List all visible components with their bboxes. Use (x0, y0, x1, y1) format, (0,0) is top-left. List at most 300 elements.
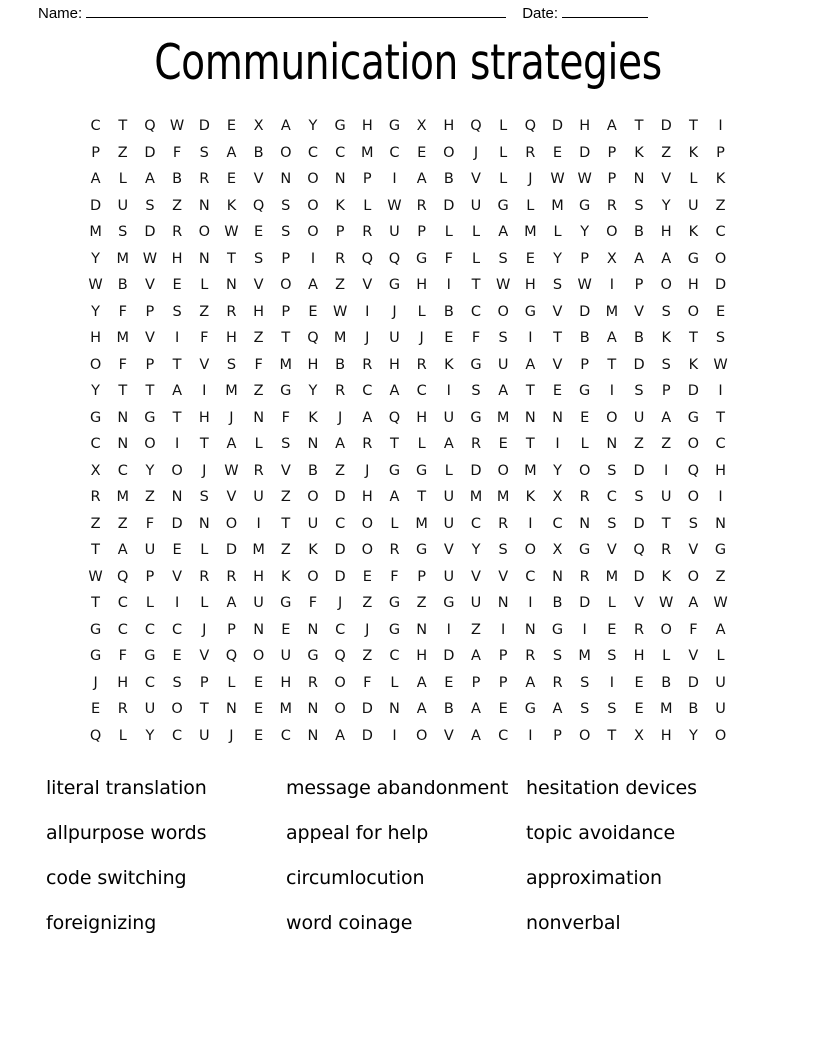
grid-cell[interactable]: P (145, 568, 155, 585)
grid-cell[interactable]: O (415, 727, 428, 744)
grid-cell[interactable]: A (498, 383, 509, 399)
grid-cell[interactable]: R (661, 542, 672, 558)
grid-cell[interactable]: P (145, 356, 155, 373)
grid-cell[interactable]: Q (252, 197, 265, 214)
grid-cell[interactable]: U (280, 648, 292, 664)
grid-cell[interactable]: X (606, 250, 617, 267)
grid-cell[interactable]: N (552, 409, 563, 426)
grid-cell[interactable]: O (687, 489, 700, 505)
grid-cell[interactable]: O (307, 489, 319, 505)
grid-cell[interactable]: E (634, 674, 644, 691)
grid-cell[interactable]: D (443, 648, 455, 664)
grid-cell[interactable]: H (307, 356, 319, 373)
grid-cell[interactable]: W (224, 462, 239, 479)
grid-cell[interactable]: C (172, 727, 183, 744)
grid-cell[interactable]: C (389, 144, 400, 161)
grid-cell[interactable]: P (607, 171, 617, 187)
grid-cell[interactable]: G (416, 542, 428, 558)
grid-cell[interactable]: C (90, 436, 101, 452)
grid-cell[interactable]: T (417, 489, 427, 505)
grid-cell[interactable]: E (444, 674, 454, 691)
grid-cell[interactable]: R (253, 462, 264, 479)
grid-cell[interactable]: L (444, 462, 453, 479)
grid-cell[interactable]: G (579, 542, 591, 558)
grid-cell[interactable]: O (144, 436, 156, 452)
grid-cell[interactable]: F (471, 330, 481, 346)
grid-cell[interactable]: I (365, 303, 370, 320)
grid-cell[interactable]: G (388, 118, 401, 134)
grid-cell[interactable]: M (116, 330, 130, 346)
grid-cell[interactable]: Y (553, 462, 562, 479)
grid-cell[interactable]: I (446, 621, 451, 638)
grid-cell[interactable]: S (226, 356, 237, 373)
grid-cell[interactable]: N (307, 621, 319, 638)
grid-cell[interactable]: S (281, 197, 291, 214)
grid-cell[interactable]: N (253, 621, 265, 638)
grid-cell[interactable]: C (117, 462, 128, 479)
grid-cell[interactable]: C (307, 144, 319, 161)
grid-cell[interactable]: E (498, 436, 508, 452)
grid-cell[interactable]: E (172, 277, 182, 293)
grid-cell[interactable]: D (579, 595, 591, 611)
grid-cell[interactable]: T (118, 383, 128, 399)
grid-cell[interactable]: Z (661, 436, 672, 452)
grid-cell[interactable]: V (362, 277, 373, 293)
grid-cell[interactable]: U (307, 515, 319, 532)
grid-cell[interactable]: M (659, 701, 673, 717)
grid-cell[interactable]: G (89, 648, 102, 664)
grid-cell[interactable]: Q (117, 568, 129, 585)
grid-cell[interactable]: L (200, 277, 209, 293)
grid-cell[interactable]: S (715, 330, 726, 346)
grid-cell[interactable]: O (687, 568, 700, 585)
grid-cell[interactable]: E (634, 701, 644, 717)
grid-cell[interactable]: W (495, 277, 511, 293)
grid-cell[interactable]: M (524, 462, 537, 479)
grid-cell[interactable]: T (716, 409, 725, 426)
grid-cell[interactable]: I (174, 330, 180, 346)
word-list-item[interactable]: code switching (46, 867, 187, 889)
grid-cell[interactable]: E (417, 144, 427, 161)
grid-cell[interactable]: S (607, 701, 617, 717)
grid-cell[interactable]: Q (361, 250, 374, 267)
grid-cell[interactable]: O (497, 462, 509, 479)
word-list-item[interactable]: allpurpose words (46, 822, 207, 844)
grid-cell[interactable]: M (605, 568, 619, 585)
grid-cell[interactable]: E (281, 621, 291, 638)
grid-cell[interactable]: Y (91, 383, 101, 399)
grid-cell[interactable]: F (390, 568, 399, 585)
grid-cell[interactable]: N (198, 250, 210, 267)
grid-cell[interactable]: V (280, 462, 291, 479)
grid-cell[interactable]: A (362, 409, 373, 426)
grid-cell[interactable]: A (335, 436, 346, 452)
grid-cell[interactable]: V (688, 648, 699, 664)
grid-cell[interactable]: Z (253, 330, 264, 346)
grid-cell[interactable]: A (308, 277, 318, 293)
grid-cell[interactable]: H (416, 277, 428, 293)
grid-cell[interactable]: V (172, 568, 183, 585)
grid-cell[interactable]: G (89, 621, 102, 638)
grid-cell[interactable]: C (606, 489, 617, 505)
grid-cell[interactable]: G (144, 648, 156, 664)
grid-cell[interactable]: I (528, 515, 533, 532)
grid-cell[interactable]: C (144, 621, 155, 638)
grid-cell[interactable]: D (90, 197, 102, 214)
grid-cell[interactable]: Y (688, 727, 698, 744)
grid-cell[interactable]: G (416, 462, 428, 479)
grid-cell[interactable]: I (202, 383, 207, 399)
grid-cell[interactable]: B (634, 224, 644, 240)
grid-cell[interactable]: R (307, 674, 318, 691)
grid-cell[interactable]: R (498, 515, 509, 532)
grid-cell[interactable]: O (307, 171, 319, 187)
grid-cell[interactable]: O (280, 277, 292, 293)
grid-cell[interactable]: T (634, 118, 644, 134)
grid-cell[interactable]: N (253, 409, 265, 426)
grid-cell[interactable]: R (335, 383, 346, 399)
grid-cell[interactable]: Z (362, 595, 373, 611)
grid-cell[interactable]: G (280, 383, 292, 399)
grid-cell[interactable]: L (689, 171, 698, 187)
grid-cell[interactable]: C (525, 568, 536, 585)
word-list-item[interactable]: literal translation (46, 777, 207, 799)
grid-cell[interactable]: T (281, 515, 291, 532)
grid-cell[interactable]: B (117, 277, 128, 293)
grid-cell[interactable]: S (634, 197, 644, 214)
grid-cell[interactable]: O (687, 303, 700, 320)
grid-cell[interactable]: K (661, 330, 671, 346)
grid-cell[interactable]: I (256, 515, 261, 532)
grid-cell[interactable]: U (715, 674, 726, 691)
grid-cell[interactable]: T (118, 118, 128, 134)
grid-cell[interactable]: L (607, 595, 616, 611)
grid-cell[interactable]: R (633, 621, 645, 638)
grid-cell[interactable]: P (498, 648, 508, 664)
grid-cell[interactable]: W (88, 568, 103, 585)
grid-cell[interactable]: S (498, 250, 508, 267)
grid-cell[interactable]: L (662, 648, 671, 664)
grid-cell[interactable]: C (172, 621, 183, 638)
grid-cell[interactable]: T (199, 436, 209, 452)
grid-cell[interactable]: J (365, 330, 370, 346)
grid-cell[interactable]: F (200, 330, 209, 346)
grid-cell[interactable]: T (91, 542, 101, 558)
grid-cell[interactable]: Z (117, 515, 128, 532)
grid-cell[interactable]: A (416, 171, 427, 187)
grid-cell[interactable]: T (525, 436, 535, 452)
grid-cell[interactable]: I (582, 621, 587, 638)
grid-cell[interactable]: D (198, 118, 210, 134)
grid-cell[interactable]: N (171, 489, 183, 505)
grid-cell[interactable]: S (199, 489, 209, 505)
grid-cell[interactable]: L (499, 144, 508, 161)
grid-cell[interactable]: C (416, 383, 427, 399)
name-input-line[interactable] (86, 4, 506, 18)
grid-cell[interactable]: H (171, 250, 183, 267)
grid-cell[interactable]: Q (89, 727, 102, 744)
grid-cell[interactable]: Y (91, 250, 101, 267)
grid-cell[interactable]: Z (634, 436, 644, 452)
grid-cell[interactable]: K (715, 171, 726, 187)
grid-cell[interactable]: C (117, 595, 128, 611)
grid-cell[interactable]: S (254, 250, 264, 267)
grid-cell[interactable]: A (117, 542, 128, 558)
grid-cell[interactable]: P (580, 356, 590, 373)
grid-cell[interactable]: P (362, 171, 372, 187)
grid-cell[interactable]: O (171, 462, 183, 479)
grid-cell[interactable]: Z (715, 568, 726, 585)
grid-cell[interactable]: X (90, 462, 101, 479)
grid-cell[interactable]: R (90, 489, 101, 505)
grid-cell[interactable]: L (716, 648, 725, 664)
grid-cell[interactable]: O (578, 462, 591, 479)
grid-cell[interactable]: E (362, 568, 372, 585)
grid-cell[interactable]: T (525, 383, 535, 399)
grid-cell[interactable]: D (443, 197, 455, 214)
grid-cell[interactable]: N (416, 621, 428, 638)
grid-cell[interactable]: J (202, 621, 207, 638)
grid-cell[interactable]: A (389, 383, 400, 399)
grid-cell[interactable]: I (528, 727, 533, 744)
grid-cell[interactable]: N (307, 701, 319, 717)
grid-cell[interactable]: W (142, 250, 158, 267)
grid-cell[interactable]: E (254, 701, 264, 717)
grid-cell[interactable]: O (497, 303, 509, 320)
grid-cell[interactable]: S (607, 648, 617, 664)
grid-cell[interactable]: U (470, 197, 482, 214)
grid-cell[interactable]: H (660, 224, 672, 240)
grid-cell[interactable]: R (552, 674, 563, 691)
grid-cell[interactable]: O (307, 568, 319, 585)
grid-cell[interactable]: A (443, 436, 454, 452)
grid-cell[interactable]: D (633, 356, 645, 373)
grid-cell[interactable]: F (363, 674, 372, 691)
grid-cell[interactable]: H (416, 409, 428, 426)
grid-cell[interactable]: P (227, 621, 236, 638)
grid-cell[interactable]: M (279, 701, 293, 717)
grid-cell[interactable]: H (443, 118, 455, 134)
grid-cell[interactable]: I (555, 436, 560, 452)
grid-cell[interactable]: G (388, 595, 401, 611)
grid-cell[interactable]: O (524, 542, 537, 558)
grid-cell[interactable]: C (144, 674, 155, 691)
grid-cell[interactable]: U (253, 595, 264, 611)
grid-cell[interactable]: C (389, 648, 400, 664)
grid-cell[interactable]: X (253, 118, 264, 134)
grid-cell[interactable]: H (389, 356, 400, 373)
grid-cell[interactable]: G (89, 409, 102, 426)
grid-cell[interactable]: K (281, 568, 291, 585)
grid-cell[interactable]: O (660, 277, 672, 293)
grid-cell[interactable]: N (280, 171, 292, 187)
grid-cell[interactable]: I (501, 621, 506, 638)
grid-cell[interactable]: F (308, 595, 318, 611)
grid-cell[interactable]: N (579, 515, 591, 532)
grid-cell[interactable]: W (387, 197, 402, 214)
grid-cell[interactable]: P (580, 250, 590, 267)
grid-cell[interactable]: K (335, 197, 345, 214)
grid-cell[interactable]: O (307, 197, 319, 214)
grid-cell[interactable]: V (471, 171, 481, 187)
grid-cell[interactable]: H (715, 462, 726, 479)
grid-cell[interactable]: J (365, 621, 370, 638)
grid-cell[interactable]: I (609, 277, 614, 293)
grid-cell[interactable]: T (390, 436, 399, 452)
grid-cell[interactable]: L (526, 197, 535, 214)
grid-cell[interactable]: C (498, 727, 509, 744)
grid-cell[interactable]: O (307, 224, 319, 240)
grid-cell[interactable]: N (715, 515, 726, 532)
grid-cell[interactable]: T (145, 383, 155, 399)
grid-cell[interactable]: V (144, 330, 155, 346)
grid-cell[interactable]: N (117, 436, 129, 452)
grid-cell[interactable]: A (416, 674, 427, 691)
grid-cell[interactable]: P (417, 224, 427, 240)
grid-cell[interactable]: I (718, 489, 723, 505)
grid-cell[interactable]: R (362, 224, 373, 240)
grid-cell[interactable]: M (361, 144, 374, 161)
grid-cell[interactable]: C (470, 303, 482, 320)
word-list-item[interactable]: nonverbal (526, 912, 621, 934)
word-list-item[interactable]: circumlocution (286, 867, 425, 889)
grid-cell[interactable]: G (470, 409, 482, 426)
grid-cell[interactable]: K (688, 224, 699, 240)
grid-cell[interactable]: F (689, 621, 698, 638)
grid-cell[interactable]: L (499, 171, 508, 187)
grid-cell[interactable]: Z (335, 277, 346, 293)
grid-cell[interactable]: H (225, 330, 237, 346)
grid-cell[interactable]: S (172, 674, 182, 691)
grid-cell[interactable]: K (226, 197, 237, 214)
grid-cell[interactable]: H (280, 674, 292, 691)
grid-cell[interactable]: G (579, 197, 591, 214)
grid-cell[interactable]: O (606, 224, 618, 240)
grid-cell[interactable]: E (172, 648, 182, 664)
grid-cell[interactable]: N (117, 409, 129, 426)
grid-cell[interactable]: Y (145, 462, 155, 479)
grid-cell[interactable]: A (471, 701, 481, 717)
grid-cell[interactable]: S (552, 648, 563, 664)
grid-cell[interactable]: Z (172, 197, 183, 214)
grid-cell[interactable]: N (226, 277, 237, 293)
grid-cell[interactable]: W (88, 277, 103, 293)
grid-cell[interactable]: V (199, 648, 210, 664)
grid-cell[interactable]: Z (199, 303, 210, 320)
grid-cell[interactable]: D (334, 489, 346, 505)
grid-cell[interactable]: O (714, 727, 727, 744)
grid-cell[interactable]: I (718, 383, 723, 399)
grid-cell[interactable]: B (443, 701, 454, 717)
grid-cell[interactable]: V (498, 568, 509, 585)
grid-cell[interactable]: H (198, 409, 210, 426)
grid-cell[interactable]: Z (362, 648, 373, 664)
grid-cell[interactable]: N (307, 727, 319, 744)
grid-cell[interactable]: D (633, 462, 645, 479)
grid-cell[interactable]: S (552, 277, 563, 293)
grid-cell[interactable]: A (661, 250, 672, 267)
grid-cell[interactable]: B (579, 330, 590, 346)
grid-cell[interactable]: E (552, 144, 563, 161)
grid-cell[interactable]: S (688, 515, 698, 532)
grid-cell[interactable]: G (470, 356, 482, 373)
grid-cell[interactable]: L (580, 436, 589, 452)
grid-cell[interactable]: U (253, 489, 264, 505)
grid-cell[interactable]: A (634, 250, 644, 267)
grid-cell[interactable]: Q (225, 648, 238, 664)
grid-cell[interactable]: S (471, 383, 481, 399)
grid-cell[interactable]: M (578, 648, 591, 664)
grid-cell[interactable]: V (443, 727, 454, 744)
grid-cell[interactable]: U (117, 197, 129, 214)
grid-cell[interactable]: F (172, 144, 182, 161)
grid-cell[interactable]: P (417, 568, 427, 585)
grid-cell[interactable]: S (498, 542, 508, 558)
grid-cell[interactable]: P (634, 277, 644, 293)
grid-cell[interactable]: Y (553, 250, 562, 267)
grid-cell[interactable]: M (89, 224, 102, 240)
grid-cell[interactable]: C (470, 515, 482, 532)
grid-cell[interactable]: V (144, 277, 155, 293)
grid-cell[interactable]: N (198, 515, 210, 532)
grid-cell[interactable]: G (307, 648, 319, 664)
grid-cell[interactable]: S (607, 462, 617, 479)
grid-cell[interactable]: H (687, 277, 699, 293)
grid-cell[interactable]: O (660, 621, 672, 638)
grid-cell[interactable]: J (473, 144, 479, 161)
grid-cell[interactable]: R (389, 542, 400, 558)
grid-cell[interactable]: U (144, 701, 156, 717)
grid-cell[interactable]: S (498, 330, 508, 346)
grid-cell[interactable]: H (90, 330, 102, 346)
grid-cell[interactable]: D (144, 224, 156, 240)
grid-cell[interactable]: E (254, 674, 264, 691)
grid-cell[interactable]: W (169, 118, 185, 134)
grid-cell[interactable]: X (634, 727, 644, 744)
grid-cell[interactable]: J (93, 674, 98, 691)
grid-cell[interactable]: D (361, 727, 373, 744)
grid-cell[interactable]: F (281, 409, 290, 426)
grid-cell[interactable]: O (171, 701, 183, 717)
grid-cell[interactable]: H (660, 727, 672, 744)
grid-cell[interactable]: I (392, 171, 397, 187)
grid-cell[interactable]: H (524, 277, 536, 293)
grid-cell[interactable]: I (174, 595, 180, 611)
grid-cell[interactable]: Y (308, 118, 318, 134)
grid-cell[interactable]: R (416, 197, 427, 214)
grid-cell[interactable]: I (174, 436, 180, 452)
grid-cell[interactable]: V (253, 277, 264, 293)
grid-cell[interactable]: W (550, 171, 565, 187)
grid-cell[interactable]: R (117, 701, 128, 717)
grid-cell[interactable]: E (580, 409, 590, 426)
grid-cell[interactable]: L (363, 197, 372, 214)
grid-cell[interactable]: T (471, 277, 481, 293)
grid-cell[interactable]: N (226, 701, 237, 717)
grid-cell[interactable]: U (660, 489, 672, 505)
grid-cell[interactable]: S (607, 515, 617, 532)
grid-cell[interactable]: R (579, 568, 590, 585)
grid-cell[interactable]: C (335, 144, 346, 161)
grid-cell[interactable]: M (605, 303, 619, 320)
grid-cell[interactable]: R (579, 489, 590, 505)
grid-cell[interactable]: A (144, 171, 155, 187)
grid-cell[interactable]: G (443, 595, 455, 611)
grid-cell[interactable]: H (253, 568, 265, 585)
grid-cell[interactable]: G (524, 303, 536, 320)
word-list-item[interactable]: word coinage (286, 912, 413, 934)
grid-cell[interactable]: C (362, 383, 373, 399)
